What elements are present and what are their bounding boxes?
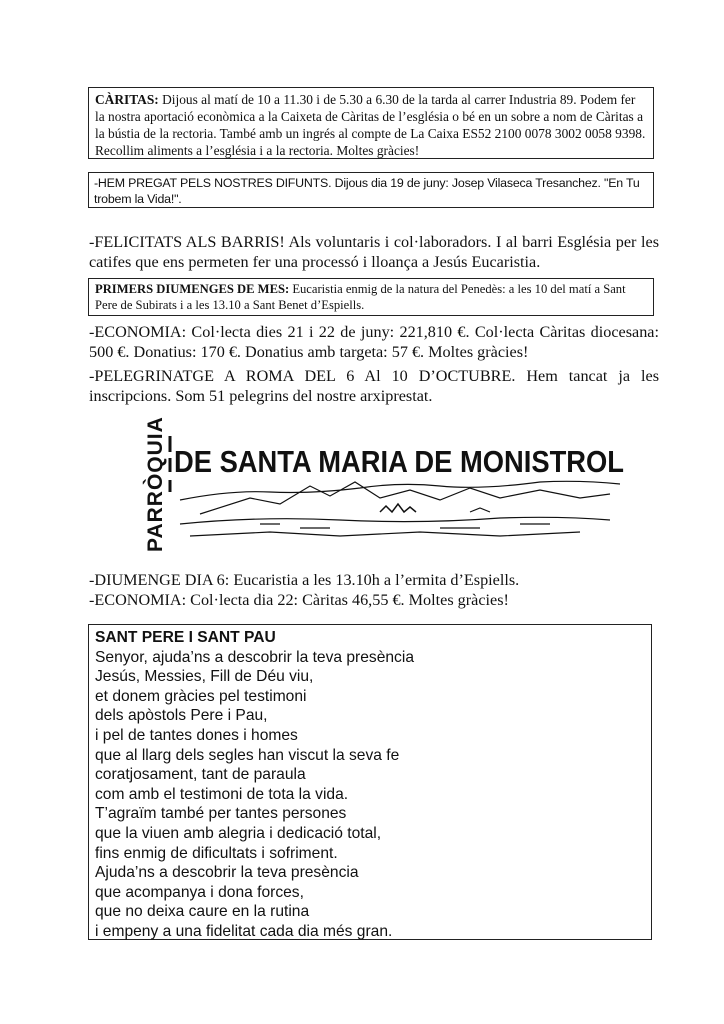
prayer-box (88, 624, 652, 940)
prayer-line: que no deixa caure en la rutina (95, 903, 310, 921)
logo-horizontal-text: DE SANTA MARIA DE MONISTROL (174, 444, 624, 479)
felicitats-paragraph: -FELICITATS ALS BARRIS! Als voluntaris i col·laboradors. I al barri Església per les catifes que ens permeten fer una processó i lloança a Jesús Eucaristia. (89, 233, 659, 271)
diumenge-dia-6-paragraph: -DIUMENGE DIA 6: Eucaristia a les 13.10h a l’ermita d’Espiells. (89, 571, 520, 589)
prayer-title: SANT PERE I SANT PAU (95, 629, 276, 646)
caritas-label: CÀRITAS: (95, 92, 159, 107)
prayer-line: Senyor, ajuda’ns a descobrir la teva presència (95, 648, 414, 666)
diumenges-text: Eucaristia enmig de la natura del Penedès: a les 10 del matí a Sant Pere de Subirats i a les 13.10 a Sant Benet d’Espiells. (95, 282, 626, 312)
primers-diumenges-notice (88, 278, 654, 316)
caritas-text: Dijous al matí de 10 a 11.30 i de 5.30 a 6.30 de la tarda al carrer Industria 89. Podem fer la nostra aportació econòmica a la Caixeta de Càritas de l’església o bé en un sobre a nom de Càritas a la bústia de la rectoria. També amb un ingrés al compte de La Caixa ES52 2100 0078 3002 0058 9398. Recollim aliments a l’església i a la rectoria. Moltes gràcies! (95, 92, 646, 158)
prayer-line: fins enmig de dificultats i sofriment. (95, 844, 338, 862)
pelegrinatge-paragraph: -PELEGRINATGE A ROMA DEL 6 Al 10 D’OCTUBRE. Hem tancat ja les inscripcions. Som 51 pelegrins del nostre arxiprestat. (89, 367, 659, 405)
difunts-text: -HEM PREGAT PELS NOSTRES DIFUNTS. Dijous dia 19 de juny: Josep Vilaseca Tresanchez. "En Tu trobem la Vida!". (94, 176, 640, 206)
prayer-line: com amb el testimoni de tota la vida. (95, 785, 349, 803)
economia-collecta-paragraph: -ECONOMIA: Col·lecta dia 22: Càritas 46,55 €. Moltes gràcies! (89, 591, 509, 609)
prayer-line: que la viuen amb alegria i dedicació total, (95, 824, 382, 842)
landscape-drawing (180, 481, 620, 536)
caritas-notice (88, 87, 654, 159)
prayer-line: Ajuda’ns a descobrir la teva presència (95, 864, 359, 882)
economia-paragraph: -ECONOMIA: Col·lecta dies 21 i 22 de juny: 221,810 €. Col·lecta Càritas diocesana: 500 €. Donatius: 170 €. Donatius amb targeta: 57 €. Moltes gràcies! (89, 323, 659, 361)
prayer-line: que acompanya i dona forces, (95, 883, 304, 901)
parish-logo (140, 416, 630, 556)
diumenges-label: PRIMERS DIUMENGES DE MES: (95, 282, 290, 296)
prayer-line: dels apòstols Pere i Pau, (95, 707, 268, 725)
prayer-line: que al llarg dels segles han viscut la seva fe (95, 746, 400, 764)
difunts-notice (88, 172, 654, 208)
prayer-line: Jesús, Messies, Fill de Déu viu, (95, 668, 314, 686)
prayer-line: et donem gràcies pel testimoni (95, 687, 307, 705)
prayer-line: i empeny a una fidelitat cada dia més gran. (95, 922, 393, 940)
prayer-line: coratjosament, tant de paraula (95, 766, 306, 784)
logo-vertical-text: PARRÒQUIA (144, 416, 167, 552)
prayer-line: T’agraïm també per tantes persones (95, 805, 347, 823)
prayer-line: i pel de tantes dones i homes (95, 726, 298, 744)
